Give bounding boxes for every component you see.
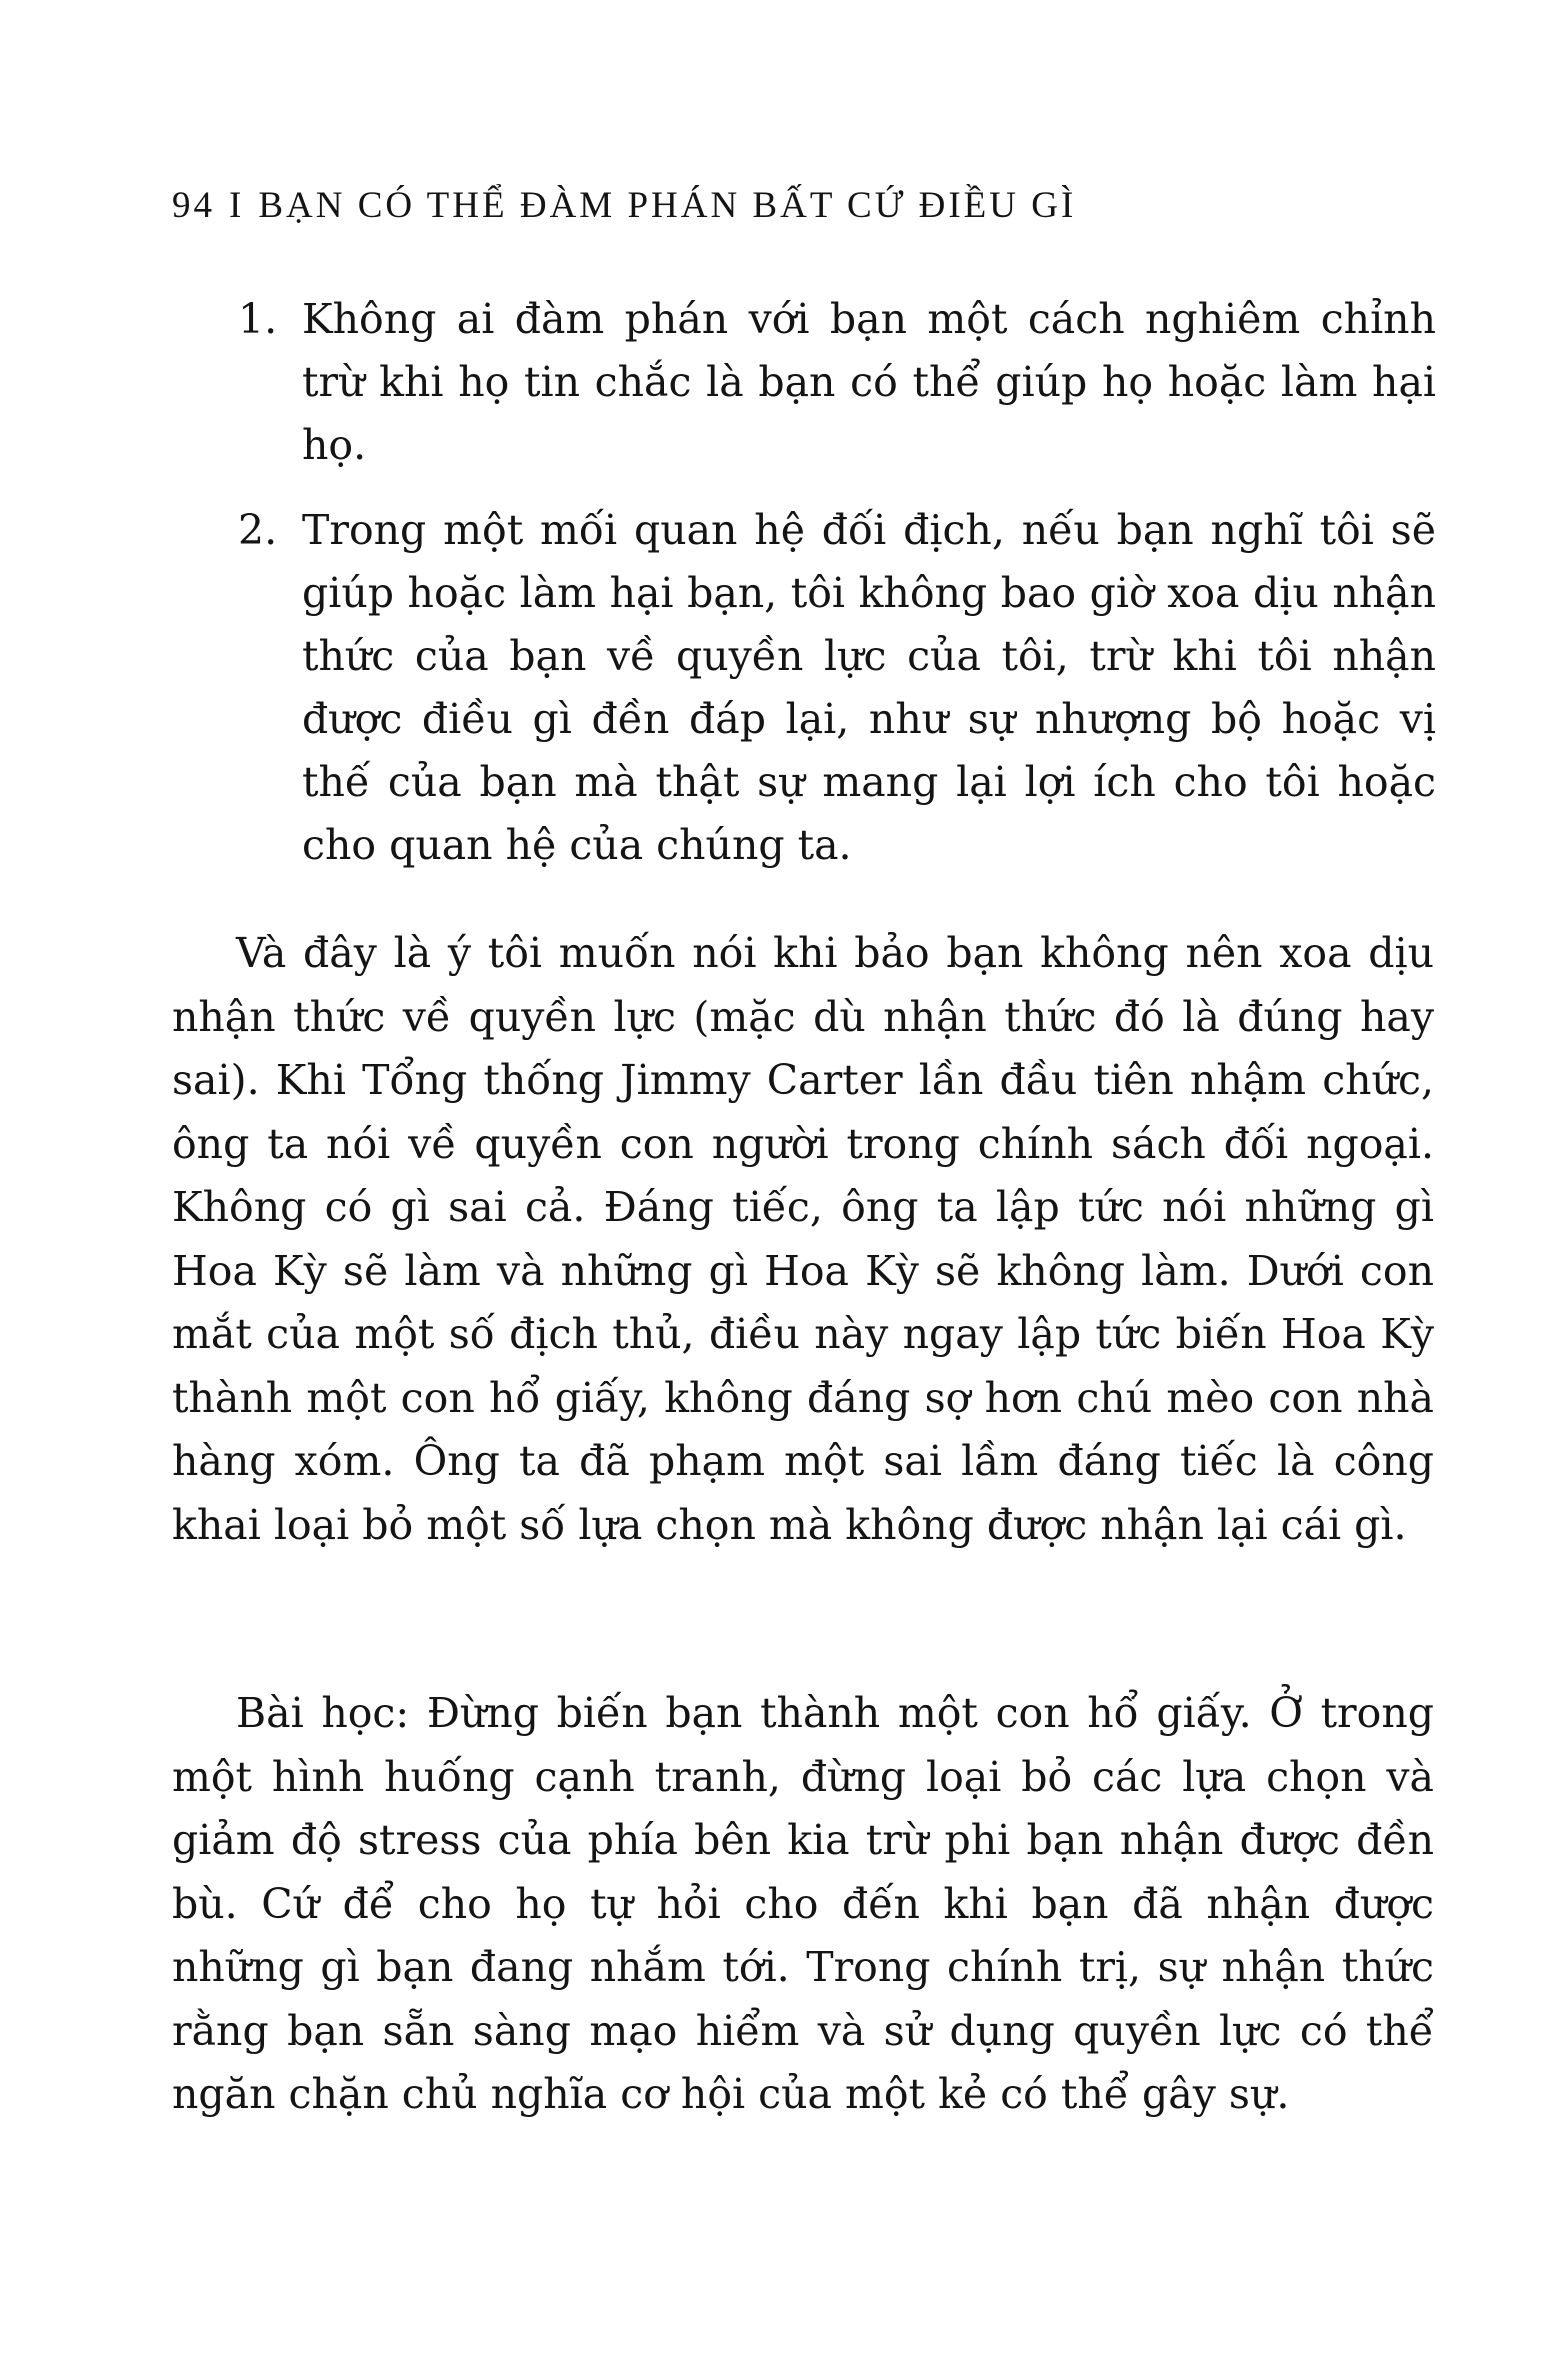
- running-header: [172, 176, 1076, 236]
- list-item: [238, 288, 1436, 477]
- list-item-number: 2.: [238, 506, 278, 554]
- book-title: BẠN CÓ THỂ ĐÀM PHÁN BẤT CỨ ĐIỀU GÌ: [258, 185, 1077, 226]
- list-item-text: Trong một mối quan hệ đối địch, nếu bạn nghĩ tôi sẽ giúp hoặc làm hại bạn, tôi không bao giờ xoa dịu nhận thức của bạn về quyền lực của tôi, trừ khi tôi nhận được điều gì đền đáp lại, như sự nhượng bộ hoặc vị thế của bạn mà thật sự mang lại lợi ích cho tôi hoặc cho quan hệ của chúng ta.: [302, 506, 1436, 869]
- list-item-text: Không ai đàm phán với bạn một cách nghiêm chỉnh trừ khi họ tin chắc là bạn có thể giúp họ hoặc làm hại họ.: [302, 295, 1436, 469]
- numbered-list: [238, 288, 1436, 899]
- page-number: 94: [172, 185, 215, 226]
- list-item-number: 1.: [238, 295, 278, 343]
- body-paragraph: Và đây là ý tôi muốn nói khi bảo bạn không nên xoa dịu nhận thức về quyền lực (mặc dù nhận thức đó là đúng hay sai). Khi Tổng thống Jimmy Carter lần đầu tiên nhậm chức, ông ta nói về quyền con người trong chính sách đối ngoại. Không có gì sai cả. Đáng tiếc, ông ta lập tức nói những gì Hoa Kỳ sẽ làm và những gì Hoa Kỳ sẽ không làm. Dưới con mắt của một số địch thủ, điều này ngay lập tức biến Hoa Kỳ thành một con hổ giấy, không đáng sợ hơn chú mèo con nhà hàng xóm. Ông ta đã phạm một sai lầm đáng tiếc là công khai loại bỏ một số lựa chọn mà không được nhận lại cái gì.: [172, 929, 1434, 1549]
- lesson-paragraph: Bài học: Đừng biến bạn thành một con hổ giấy. Ở trong một hình huống cạnh tranh, đừng loại bỏ các lựa chọn và giảm độ stress của phía bên kia trừ phi bạn nhận được đền bù. Cứ để cho họ tự hỏi cho đến khi bạn đã nhận được những gì bạn đang nhắm tới. Trong chính trị, sự nhận thức rằng bạn sẵn sàng mạo hiểm và sử dụng quyền lực có thể ngăn chặn chủ nghĩa cơ hội của một kẻ có thể gây sự.: [172, 1689, 1434, 2118]
- list-item: [238, 499, 1436, 877]
- header-separator: I: [229, 185, 245, 226]
